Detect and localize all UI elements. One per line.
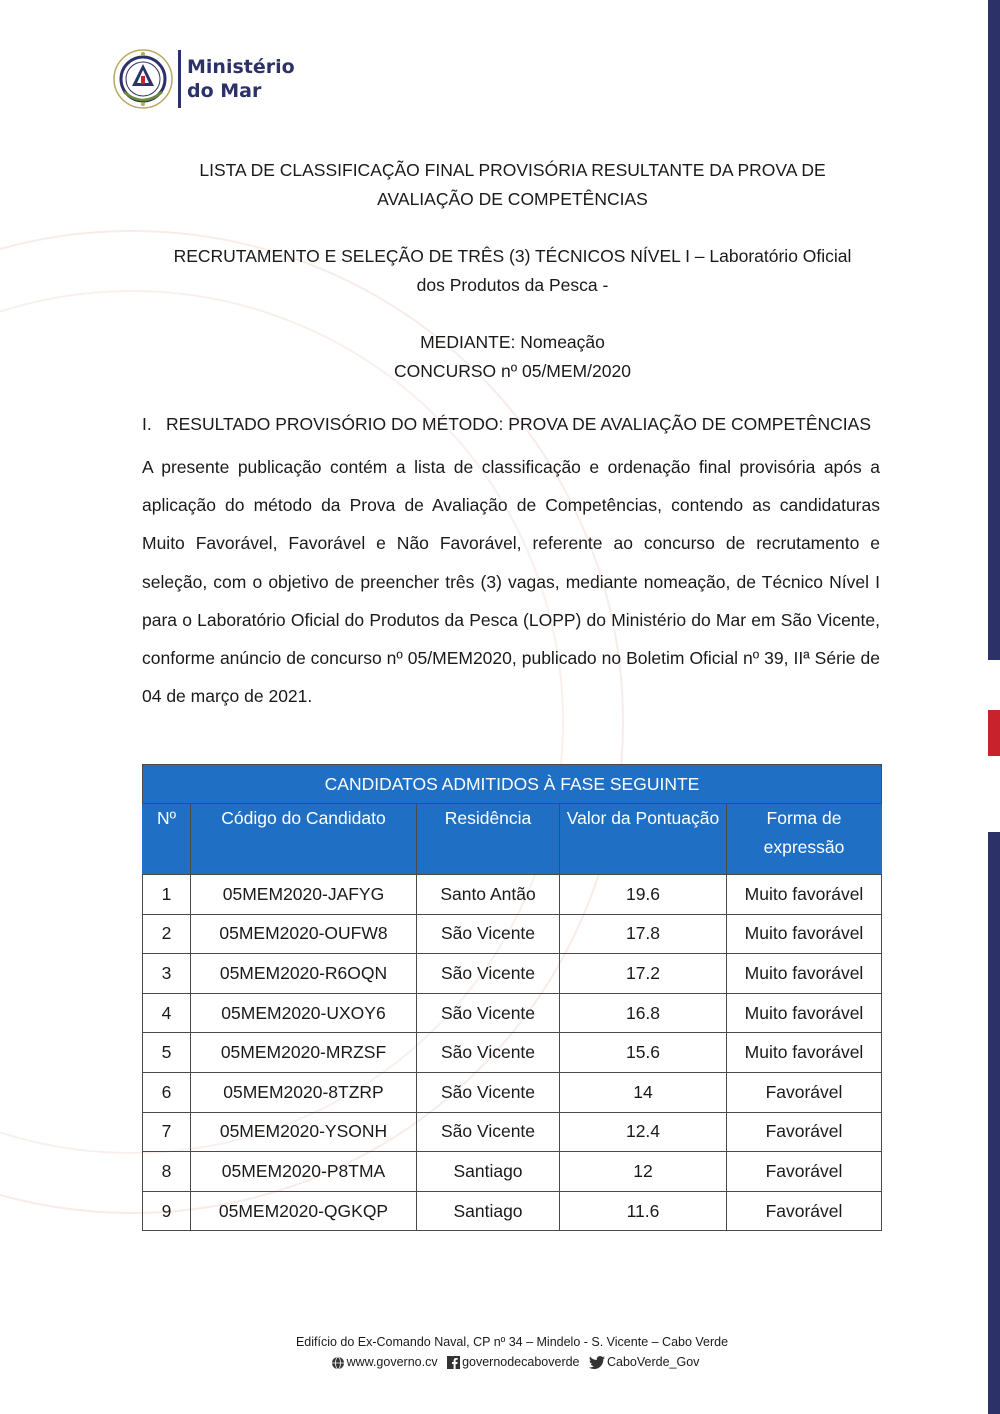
cell-score: 15.6 <box>560 1033 727 1073</box>
table-row <box>143 914 882 954</box>
column-header-expression: Forma de expressão <box>727 804 882 875</box>
cell-residence: São Vicente <box>417 993 560 1033</box>
cell-number: 6 <box>143 1072 191 1112</box>
cell-residence: Santiago <box>417 1191 560 1231</box>
recruitment-subtitle-line1: RECRUTAMENTO E SELEÇÃO DE TRÊS (3) TÉCNICOS NÍVEL I – Laboratório Oficial <box>173 246 852 266</box>
cell-score: 17.8 <box>560 914 727 954</box>
cell-code: 05MEM2020-R6OQN <box>191 954 417 994</box>
cell-score: 11.6 <box>560 1191 727 1231</box>
cell-residence: Santiago <box>417 1152 560 1192</box>
section-number: I. <box>142 414 152 434</box>
cell-residence: São Vicente <box>417 914 560 954</box>
ministry-name-line1: Ministério <box>187 56 295 78</box>
appointment-mode: MEDIANTE: Nomeação <box>420 332 605 352</box>
cell-score: 12 <box>560 1152 727 1192</box>
cell-score: 16.8 <box>560 993 727 1033</box>
cell-expression: Muito favorável <box>727 954 882 994</box>
cell-expression: Muito favorável <box>727 993 882 1033</box>
contest-number: CONCURSO nº 05/MEM/2020 <box>394 361 631 381</box>
table-row <box>143 1112 882 1152</box>
cell-score: 17.2 <box>560 954 727 994</box>
cell-code: 05MEM2020-QGKQP <box>191 1191 417 1231</box>
facebook-link[interactable]: governodecaboverde <box>462 1355 580 1369</box>
twitter-link[interactable]: CaboVerde_Gov <box>607 1355 700 1369</box>
ministry-logo <box>112 48 295 110</box>
cell-code: 05MEM2020-P8TMA <box>191 1152 417 1192</box>
cell-expression: Muito favorável <box>727 914 882 954</box>
table-row <box>143 875 882 915</box>
cell-score: 14 <box>560 1072 727 1112</box>
edge-band-bottom <box>988 832 1000 1414</box>
section-heading-text: RESULTADO PROVISÓRIO DO MÉTODO: PROVA DE AVALIAÇÃO DE COMPETÊNCIAS <box>166 414 871 434</box>
footer-address: Edifício do Ex-Comando Naval, CP nº 34 – Mindelo - S. Vicente – Cabo Verde <box>295 1335 729 1349</box>
edge-band-top <box>988 0 1000 660</box>
national-seal-icon <box>112 48 174 110</box>
column-header-number: Nº <box>143 804 191 875</box>
cell-code: 05MEM2020-MRZSF <box>191 1033 417 1073</box>
cell-expression: Muito favorável <box>727 875 882 915</box>
cell-expression: Favorável <box>727 1072 882 1112</box>
recruitment-subtitle-line2: dos Produtos da Pesca - <box>416 275 609 295</box>
table-row <box>143 1033 882 1073</box>
section-heading <box>142 414 882 435</box>
table-row <box>143 1152 882 1192</box>
cell-number: 3 <box>143 954 191 994</box>
cell-number: 7 <box>143 1112 191 1152</box>
cell-residence: São Vicente <box>417 1072 560 1112</box>
cell-number: 1 <box>143 875 191 915</box>
logo-divider <box>178 50 181 108</box>
cell-residence: São Vicente <box>417 1112 560 1152</box>
footer-links <box>0 1355 1000 1370</box>
globe-icon <box>331 1356 345 1370</box>
recruitment-subtitle <box>140 242 885 300</box>
cell-number: 4 <box>143 993 191 1033</box>
twitter-icon <box>589 1356 605 1369</box>
table-title: CANDIDATOS ADMITIDOS À FASE SEGUINTE <box>143 765 882 804</box>
cell-expression: Muito favorável <box>727 1033 882 1073</box>
facebook-icon <box>447 1356 460 1369</box>
ministry-name-line2: do Mar <box>187 80 262 102</box>
candidates-table <box>142 764 882 1231</box>
document-title-line1: LISTA DE CLASSIFICAÇÃO FINAL PROVISÓRIA RESULTANTE DA PROVA DE <box>199 160 826 180</box>
cell-number: 5 <box>143 1033 191 1073</box>
cell-code: 05MEM2020-UXOY6 <box>191 993 417 1033</box>
column-header-residence: Residência <box>417 804 560 875</box>
cell-expression: Favorável <box>727 1152 882 1192</box>
cell-expression: Favorável <box>727 1112 882 1152</box>
cell-residence: Santo Antão <box>417 875 560 915</box>
body-paragraph: A presente publicação contém a lista de classificação e ordenação final provisória após a aplicação do método da Prova de Avaliação de Competências, contendo as candidaturas Muito Favorável, Favorável e Não Favorável, referente ao concurso de recrutamento e seleção, com o objetivo de preencher três (3) vagas, mediante nomeação, de Técnico Nível I para o Laboratório Oficial do Produtos da Pesca (LOPP) do Ministério do Mar em São Vicente, conforme anúncio de concurso nº 05/MEM2020, publicado no Boletim Oficial nº 39, IIª Série de 04 de março de 2021. <box>142 457 880 707</box>
cell-score: 12.4 <box>560 1112 727 1152</box>
ministry-name <box>187 55 295 103</box>
cell-residence: São Vicente <box>417 954 560 994</box>
cell-code: 05MEM2020-YSONH <box>191 1112 417 1152</box>
cell-residence: São Vicente <box>417 1033 560 1073</box>
table-header-row <box>143 804 882 875</box>
cell-score: 19.6 <box>560 875 727 915</box>
cell-code: 05MEM2020-OUFW8 <box>191 914 417 954</box>
cell-expression: Favorável <box>727 1191 882 1231</box>
contest-info <box>140 328 885 386</box>
table-row <box>143 1191 882 1231</box>
document-title <box>140 156 885 214</box>
cell-code: 05MEM2020-JAFYG <box>191 875 417 915</box>
table-row <box>143 993 882 1033</box>
cell-code: 05MEM2020-8TZRP <box>191 1072 417 1112</box>
cell-number: 8 <box>143 1152 191 1192</box>
table-row <box>143 1072 882 1112</box>
document-title-line2: AVALIAÇÃO DE COMPETÊNCIAS <box>377 189 648 209</box>
cell-number: 9 <box>143 1191 191 1231</box>
column-header-code: Código do Candidato <box>191 804 417 875</box>
website-link[interactable]: www.governo.cv <box>346 1355 438 1369</box>
cell-number: 2 <box>143 914 191 954</box>
column-header-score: Valor da Pontuação <box>560 804 727 875</box>
edge-band-red <box>988 710 1000 756</box>
table-row <box>143 954 882 994</box>
